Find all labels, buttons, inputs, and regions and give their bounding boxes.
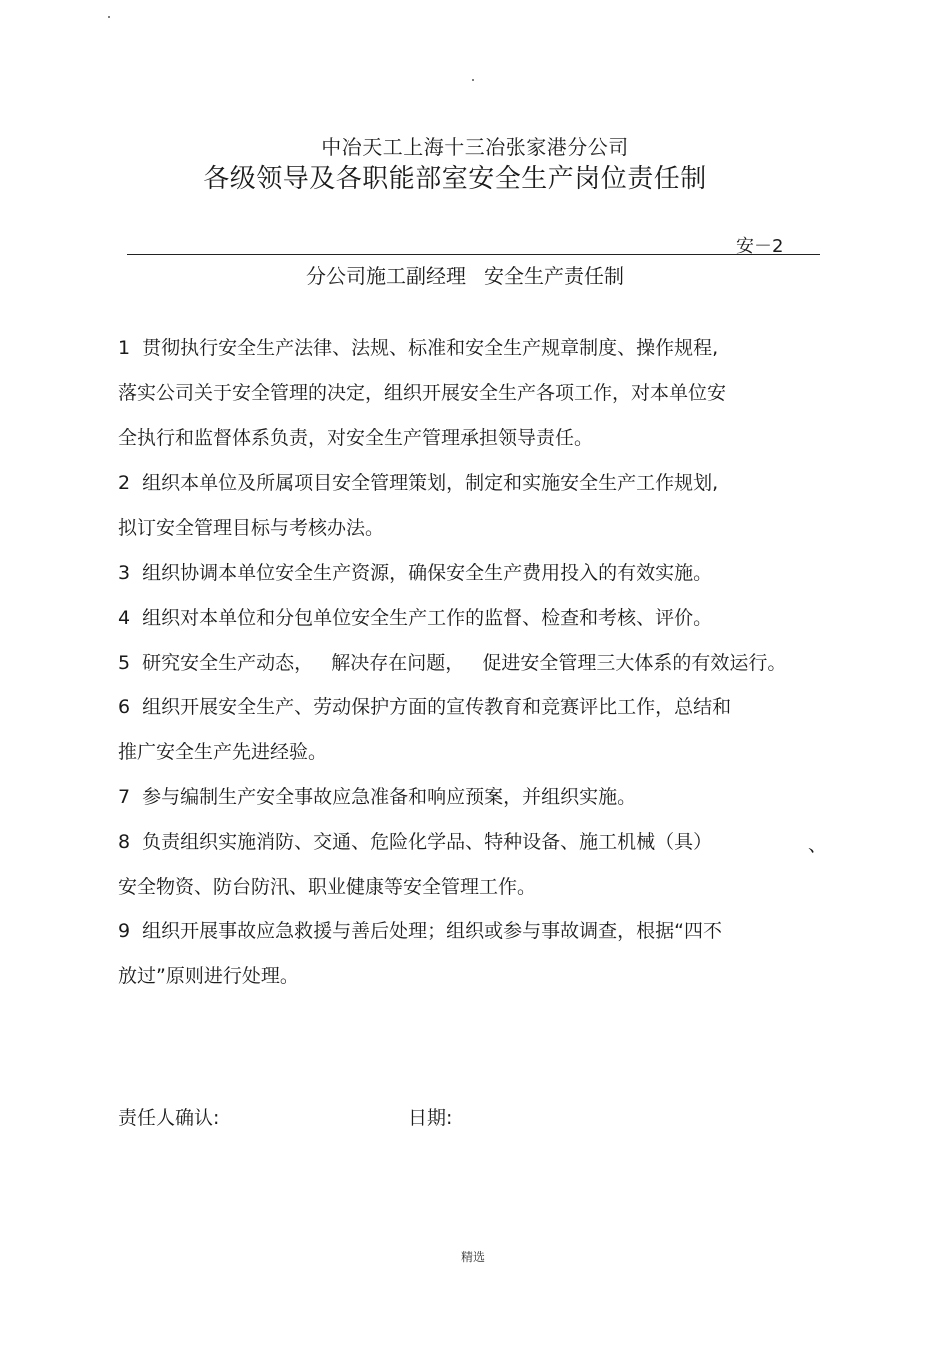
document-title: 各级领导及各职能部室安全生产岗位责任制 bbox=[203, 164, 707, 194]
duty-line: 7 参与编制生产安全事故应急准备和响应预案，并组织实施。 bbox=[118, 786, 637, 808]
duty-line: 8 负责组织实施消防、交通、危险化学品、特种设备、施工机械（具） bbox=[118, 831, 713, 853]
company-name: 中冶天工上海十三冶张家港分公司 bbox=[321, 135, 629, 159]
duty-line: 全执行和监督体系负责，对安全生产管理承担领导责任。 bbox=[118, 427, 594, 449]
duty-line: 3 组织协调本单位安全生产资源，确保安全生产费用投入的有效实施。 bbox=[118, 562, 713, 584]
duty-line: 1 贯彻执行安全生产法律、法规、标准和安全生产规章制度、操作规程, bbox=[118, 337, 719, 359]
duty-line: 安全物资、防台防汛、职业健康等安全管理工作。 bbox=[118, 876, 537, 898]
duty-line: 5 研究安全生产动态， 解决存在问题， 促进安全管理三大体系的有效运行。 bbox=[118, 652, 787, 674]
section-name: 安全生产责任制 bbox=[484, 264, 624, 288]
scan-speck bbox=[108, 16, 110, 18]
section-role: 分公司施工副经理 bbox=[306, 264, 466, 288]
footer-mark: 精选 bbox=[460, 1250, 485, 1264]
scan-speck bbox=[472, 79, 474, 81]
duty-line: 2 组织本单位及所属项目安全管理策划，制定和实施安全生产工作规划, bbox=[118, 472, 719, 494]
date-label: 日期: bbox=[408, 1107, 453, 1129]
duty-line: 放过”原则进行处理。 bbox=[118, 965, 299, 987]
duty-line: 9 组织开展事故应急救援与善后处理；组织或参与事故调查，根据“四不 bbox=[118, 920, 723, 942]
duty-line: 推广安全生产先进经验。 bbox=[118, 741, 328, 763]
line-trailing-mark: 、 bbox=[808, 834, 828, 856]
duty-line: 6 组织开展安全生产、劳动保护方面的宣传教育和竞赛评比工作，总结和 bbox=[118, 696, 732, 718]
duty-line: 拟订安全管理目标与考核办法。 bbox=[118, 517, 385, 539]
section-title bbox=[0, 260, 930, 289]
document-code: 安－2 bbox=[736, 236, 784, 257]
header-divider bbox=[127, 254, 820, 255]
duty-line: 4 组织对本单位和分包单位安全生产工作的监督、检查和考核、评价。 bbox=[118, 607, 713, 629]
signature-label: 责任人确认: bbox=[118, 1107, 220, 1129]
duty-line: 落实公司关于安全管理的决定，组织开展安全生产各项工作，对本单位安 bbox=[118, 382, 727, 404]
